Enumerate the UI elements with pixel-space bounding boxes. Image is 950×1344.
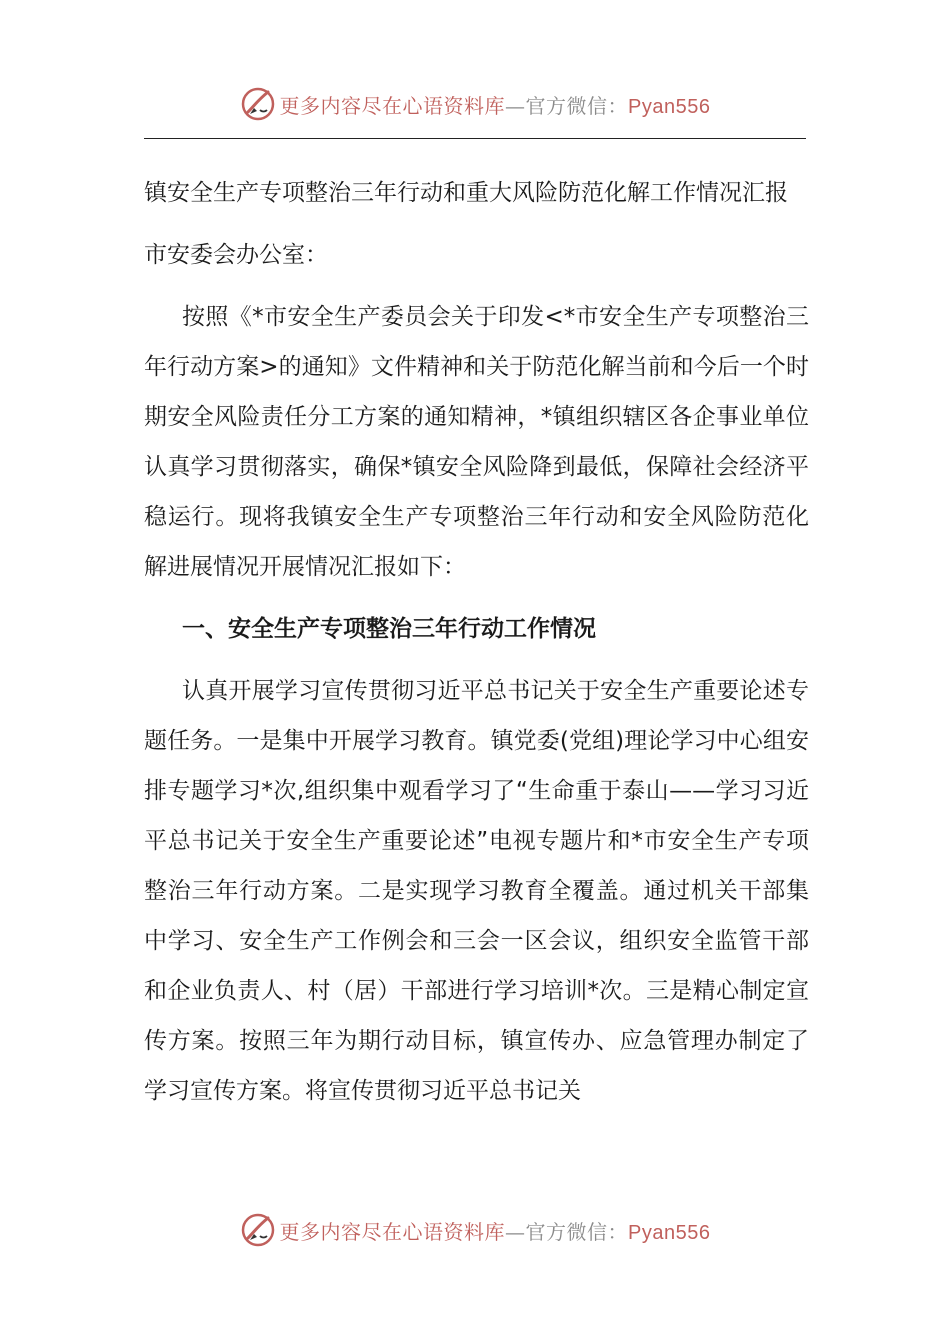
header-watermark bbox=[0, 84, 950, 124]
document-title: 镇安全生产专项整治三年行动和重大风险防范化解工作情况汇报 bbox=[144, 180, 788, 206]
salutation: 市安委会办公室： bbox=[144, 242, 328, 268]
watermark-main: 更多内容尽在心语资料库 bbox=[279, 93, 506, 118]
footer-watermark bbox=[0, 1210, 950, 1250]
document-body bbox=[144, 168, 809, 1116]
watermark-dash: — bbox=[505, 93, 526, 118]
paragraph-intro: 按照《*市安全生产委员会关于印发<*市安全生产专项整治三年行动方案>的通知》文件精神和关于防范化解当前和今后一个时期安全风险责任分工方案的通知精神，*镇组织辖区各企事业单位认真学习贯彻落实，确保*镇安全风险降到最低，保障社会经济平稳运行。现将我镇安全生产专项整治三年行动和安全风险防范化解进展情况开展情况汇报如下： bbox=[144, 304, 809, 580]
section-heading-1: 一、安全生产专项整治三年行动工作情况 bbox=[182, 616, 596, 642]
header-divider bbox=[144, 138, 806, 139]
watermark-wechat-label: 官方微信： bbox=[525, 93, 629, 118]
watermark-text bbox=[280, 1216, 711, 1245]
watermark-wechat-id: Pyan556 bbox=[628, 95, 711, 118]
paragraph-section-1: 认真开展学习宣传贯彻习近平总书记关于安全生产重要论述专题任务。一是集中开展学习教育。镇党委(党组)理论学习中心组安排专题学习*次,组织集中观看学习了“生命重于泰山——学习习近平总书记关于安全生产重要论述”电视专题片和*市安全生产专项整治三年行动方案。二是实现学习教育全覆盖。通过机关干部集中学习、安全生产工作例会和三会一区会议，组织安全监管干部和企业负责人、村（居）干部进行学习培训*次。三是精心制定宣传方案。按照三年为期行动目标，镇宣传办、应急管理办制定了学习宣传方案。将宣传贯彻习近平总书记关 bbox=[144, 678, 809, 1104]
watermark-text bbox=[280, 90, 711, 119]
watermark-wechat-label: 官方微信： bbox=[525, 1219, 629, 1244]
pen-logo-icon bbox=[240, 86, 276, 122]
watermark-wechat-id: Pyan556 bbox=[628, 1221, 711, 1244]
watermark-main: 更多内容尽在心语资料库 bbox=[279, 1219, 506, 1244]
pen-logo-icon bbox=[240, 1212, 276, 1248]
watermark-dash: — bbox=[505, 1219, 526, 1244]
